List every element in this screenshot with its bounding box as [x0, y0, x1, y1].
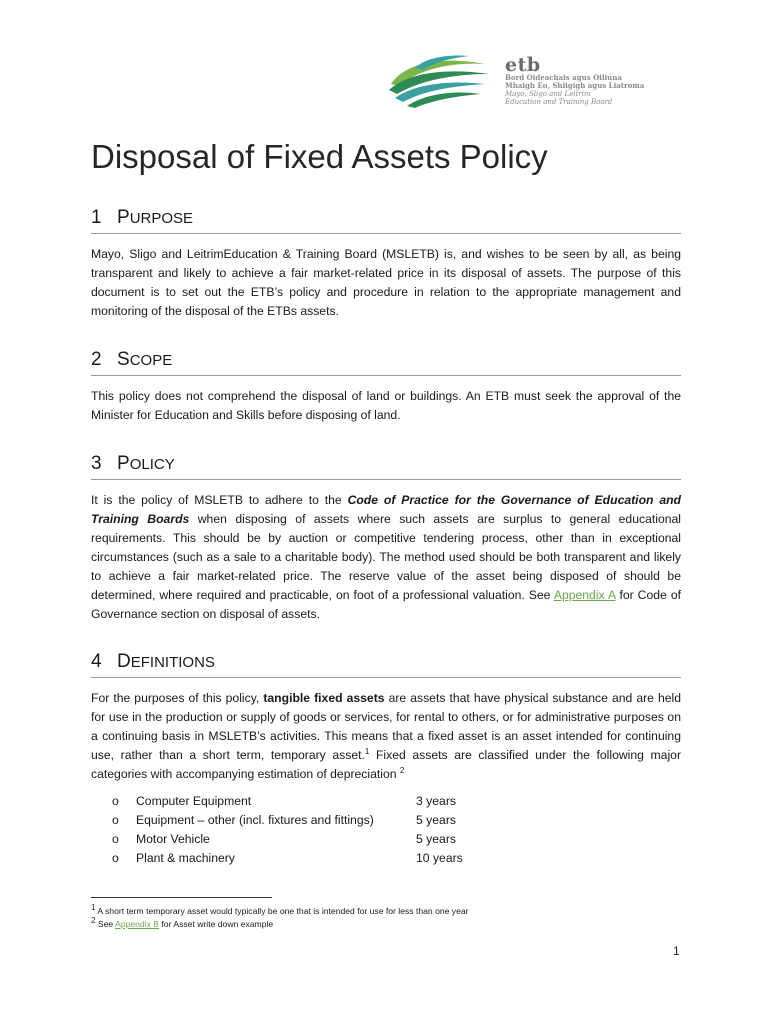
bullet-icon: o	[112, 832, 119, 846]
appendix-b-link[interactable]: Appendix B	[115, 919, 160, 929]
bullet-icon: o	[112, 813, 119, 827]
section-purpose	[91, 206, 681, 321]
asset-name: Motor Vehicle	[136, 832, 210, 846]
page-title: Disposal of Fixed Assets Policy	[91, 138, 548, 175]
appendix-a-link[interactable]: Appendix A	[553, 588, 616, 602]
footnote-1: $^1$ A short term temporary asset would typically be one that is intended for use for less than one year	[91, 903, 469, 916]
bullet-icon: o	[112, 851, 119, 865]
list-item	[112, 811, 492, 830]
asset-name: Equipment – other (incl. fixtures and fittings)	[136, 813, 374, 827]
footnote-ref-1[interactable]: 1	[364, 746, 370, 756]
list-item	[112, 849, 492, 868]
logo-line-english-1: Mayo, Sligo and Leitrim	[505, 90, 591, 98]
asset-years: 5 years	[416, 832, 456, 846]
bullet-icon: o	[112, 794, 119, 808]
swirl-logo-icon	[385, 54, 495, 110]
logo-line-irish-2: Mhaigh Eo, Shligigh agus Liatroma	[505, 81, 645, 90]
footnote-ref-2[interactable]: 2	[399, 765, 405, 775]
section-scope	[91, 348, 681, 425]
scope-text: This policy does not comprehend the disposal of land or buildings. An ETB must seek the approval of the Minister for Education and Skills before disposing of land.	[91, 389, 681, 422]
policy-text: It is the policy of MSLETB to adhere to the Code of Practice for the Governance of Education and Training Boards when disposing of assets where such assets are surplus to general educational requirements. This should be by auction or competitive tendering process, other than in exceptional circumstances (such as a sale to a charitable body). The method used should be both transparent and likely to achieve a fair market-related price. The reserve value of the asset being disposed of should be determined, where required and practicable, on foot of a professional valuation. See Appendix A for Code of Governance section on disposal of assets.	[91, 493, 682, 621]
purpose-text: Mayo, Sligo and LeitrimEducation & Training Board (MSLETB) is, and wishes to be seen by all, as being transparent and likely to achieve a fair market-related price in its disposal of assets. The purpose of this document is to set out the ETB’s policy and procedure in relation to the appropriate management and monitoring of the disposal of the ETBs assets.	[91, 247, 681, 318]
section-definitions	[91, 650, 681, 784]
tangible-fixed-assets-term: tangible fixed assets	[263, 691, 385, 705]
asset-name: Computer Equipment	[136, 794, 252, 808]
list-item	[112, 792, 492, 811]
asset-name: Plant & machinery	[136, 851, 235, 865]
asset-years: 5 years	[416, 813, 456, 827]
list-item	[112, 830, 492, 849]
section-heading-scope: 2 SCOPE	[91, 348, 681, 376]
code-of-practice-title: Code of Practice for the Governance of Education and Training Boards	[91, 493, 682, 526]
footnote-divider	[91, 897, 272, 898]
section-policy	[91, 452, 681, 624]
definitions-text: For the purposes of this policy, tangible fixed assets are assets that have physical substance and are held for use in the production or supply of goods or services, for rental to others, or for administrative purposes on a continuing basis in MSLETB’s activities. This means that a fixed asset is an asset intended for continuing use, rather than a short term, temporary asset.$^1$ Fixed assets are classified under the following major categories with accompanying estimation of depreciation $^2$	[91, 691, 682, 781]
asset-years: 3 years	[416, 794, 456, 808]
asset-years: 10 years	[416, 851, 463, 865]
asset-category-list	[112, 792, 492, 868]
section-heading-policy: 3 POLICY	[91, 452, 681, 480]
footnote-2: $^2$ See Appendix B for Asset write down example	[91, 916, 274, 929]
logo-text	[505, 56, 644, 106]
section-heading-purpose: 1 PURPOSE	[91, 206, 681, 234]
section-heading-definitions: 4 DEFINITIONS	[91, 650, 681, 678]
logo-line-irish-1: Bord Oideachais agus Oiliúna	[505, 73, 622, 82]
etb-logo	[385, 54, 675, 110]
page-number: 1	[673, 944, 680, 958]
logo-brand: etb	[505, 54, 541, 76]
logo-line-english-2: Education and Training Board	[505, 98, 613, 106]
